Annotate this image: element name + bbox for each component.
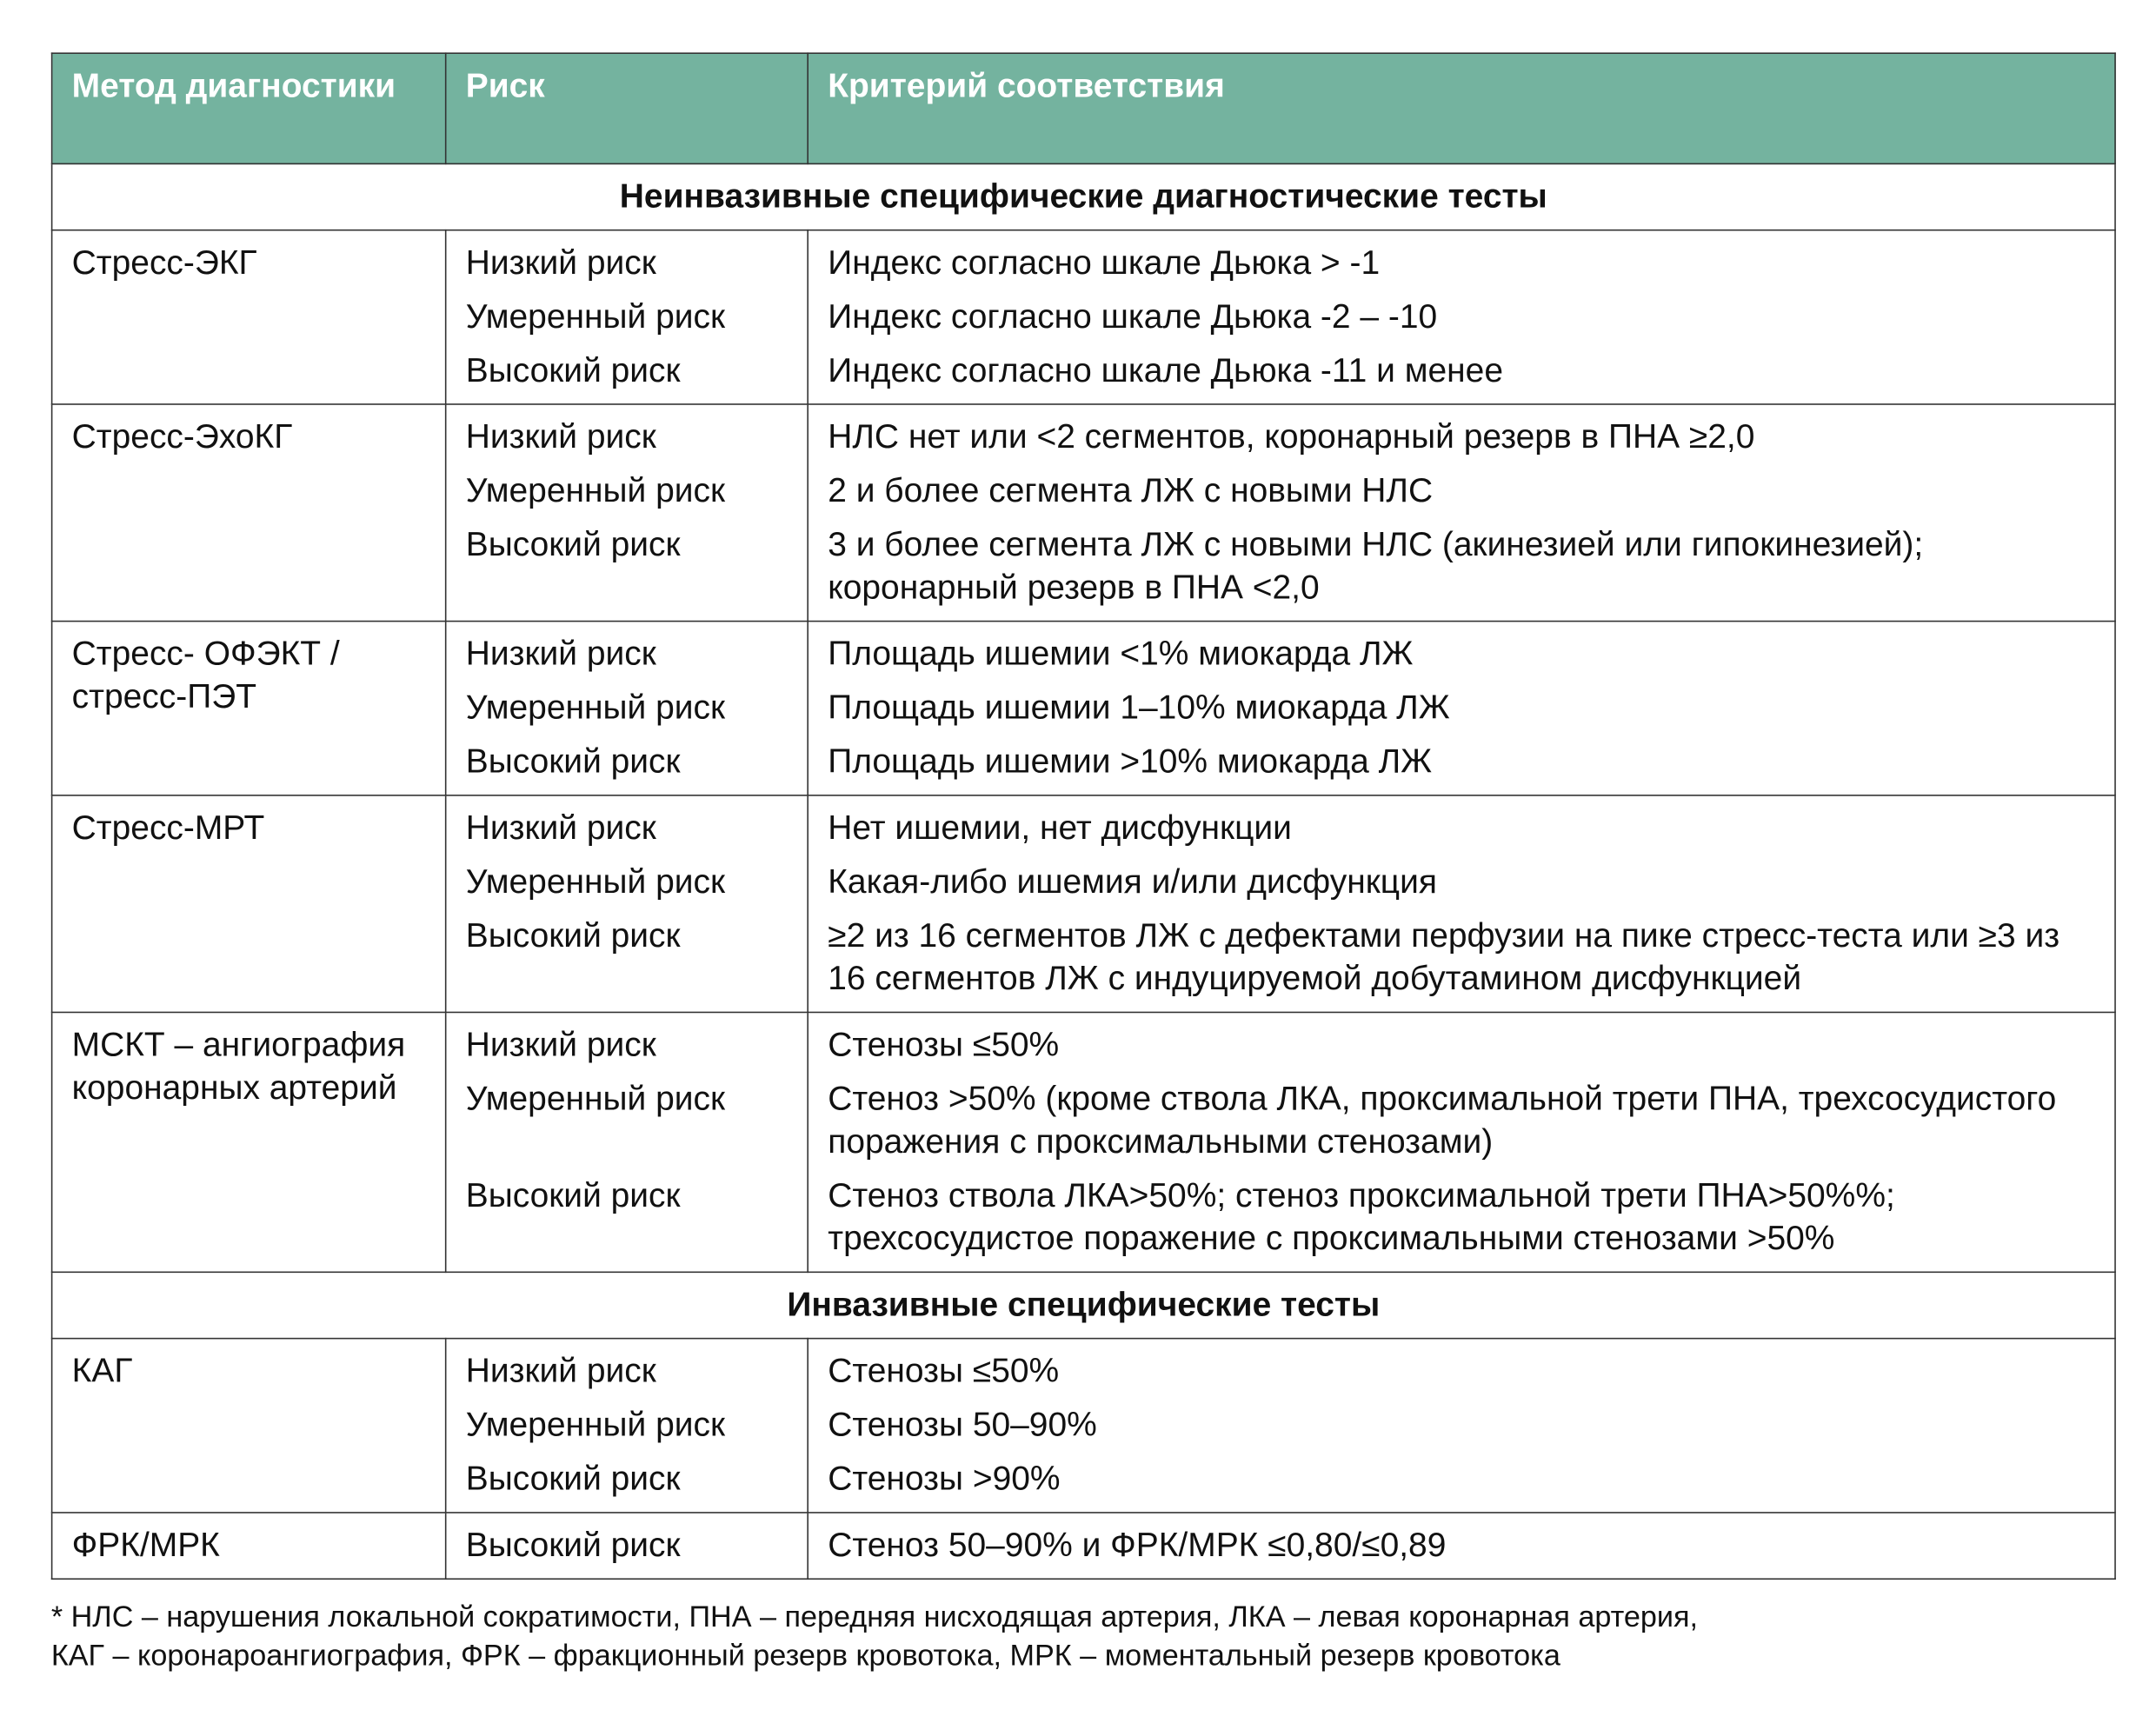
criterion-text: Площадь ишемии >10% миокарда ЛЖ bbox=[828, 743, 1433, 782]
criterion-text: НЛС нет или <2 сегментов, коронарный резерв в ПНА ≥2,0 bbox=[828, 418, 1755, 456]
criterion-cell bbox=[808, 1513, 2115, 1579]
criterion-text: Стенозы 50–90% bbox=[828, 1407, 1097, 1445]
criterion-text: 2 и более сегмента ЛЖ с новыми НЛС bbox=[828, 472, 1434, 510]
risk-level: Низкий риск bbox=[465, 809, 656, 848]
risk-level: Умеренный риск bbox=[465, 689, 726, 728]
section-header-row bbox=[52, 163, 2115, 230]
criterion-text: 3 и более сегмента ЛЖ с новыми НЛС (акинезией или гипокинезией); коронарный резерв в ПНА <2,0 bbox=[828, 526, 1924, 607]
footnote-line: * НЛС – нарушения локальной сократимости, ПНА – передняя нисходящая артерия, ЛКА – левая коронарная артерия, bbox=[50, 1600, 1699, 1634]
table-row bbox=[52, 1012, 2115, 1272]
table-row bbox=[52, 404, 2115, 622]
method-cell bbox=[52, 1339, 446, 1513]
risk-cell bbox=[446, 1339, 808, 1513]
criterion-text: Нет ишемии, нет дисфункции bbox=[828, 809, 1292, 848]
criterion-cell bbox=[808, 1339, 2115, 1513]
section-header-row bbox=[52, 1272, 2115, 1338]
criterion-cell bbox=[808, 622, 2115, 795]
risk-level: Высокий риск bbox=[465, 743, 681, 782]
criterion-text: Стеноз 50–90% и ФРК/МРК ≤0,80/≤0,89 bbox=[828, 1527, 1447, 1565]
criterion-text: Индекс согласно шкале Дьюка -2 – -10 bbox=[828, 298, 1438, 336]
criterion-text: Стенозы >90% bbox=[828, 1460, 1061, 1499]
method-name: Стресс-ЭКГ bbox=[71, 244, 257, 283]
table-row bbox=[52, 795, 2115, 1013]
criterion-cell bbox=[808, 230, 2115, 404]
table-row bbox=[52, 230, 2115, 404]
risk-cell bbox=[446, 1012, 808, 1272]
method-name: Стресс-ЭхоКГ bbox=[71, 418, 293, 456]
header-criterion: Критерий соответствия bbox=[808, 53, 2115, 163]
criterion-text: Стеноз >50% (кроме ствола ЛКА, проксимальной трети ПНА, трехсосудистого поражения с проксимальными стенозами) bbox=[828, 1081, 2057, 1161]
spacer bbox=[466, 1127, 788, 1169]
criterion-text: Стенозы ≤50% bbox=[828, 1353, 1060, 1391]
criterion-text: Индекс согласно шкале Дьюка > -1 bbox=[828, 244, 1381, 283]
risk-level: Высокий риск bbox=[465, 1460, 681, 1499]
risk-level: Высокий риск bbox=[465, 917, 681, 955]
criterion-text: Стеноз ствола ЛКА>50%; стеноз проксимальной трети ПНА>50%%; трехсосудистое поражение с проксимальными стенозами >50% bbox=[828, 1177, 1895, 1258]
risk-cell bbox=[446, 795, 808, 1013]
footnote bbox=[51, 1598, 1698, 1675]
method-cell bbox=[52, 404, 446, 622]
footnote-line: КАГ – коронароангиография, ФРК – фракционный резерв кровотока, МРК – моментальный резерв кровотока bbox=[50, 1639, 1560, 1673]
risk-level: Высокий риск bbox=[465, 526, 681, 564]
risk-level: Высокий риск bbox=[465, 1177, 681, 1215]
criterion-text: Какая-либо ишемия и/или дисфункция bbox=[828, 863, 1437, 902]
criterion-text: Индекс согласно шкале Дьюка -11 и менее bbox=[828, 352, 1503, 390]
method-name: Стресс- ОФЭКТ / стресс-ПЭТ bbox=[71, 635, 340, 716]
criterion-cell bbox=[808, 1012, 2115, 1272]
method-name: ФРК/МРК bbox=[71, 1527, 220, 1565]
risk-level: Умеренный риск bbox=[465, 298, 726, 336]
risk-level: Умеренный риск bbox=[465, 1081, 726, 1119]
method-name: МСКТ – ангиография коронарных артерий bbox=[71, 1027, 406, 1108]
criterion-text: Площадь ишемии <1% миокарда ЛЖ bbox=[828, 635, 1414, 674]
criterion-cell bbox=[808, 404, 2115, 622]
risk-cell bbox=[446, 622, 808, 795]
criterion-text: ≥2 из 16 сегментов ЛЖ с дефектами перфузии на пике стресс-теста или ≥3 из 16 сегментов ЛЖ с индуцируемой добутамином дисфункцией bbox=[828, 917, 2060, 998]
risk-level: Низкий риск bbox=[465, 635, 656, 674]
risk-cell bbox=[446, 404, 808, 622]
risk-level: Высокий риск bbox=[465, 1527, 681, 1565]
table-row bbox=[52, 1513, 2115, 1579]
risk-level: Умеренный риск bbox=[465, 472, 726, 510]
risk-level: Низкий риск bbox=[465, 1027, 656, 1065]
method-name: КАГ bbox=[71, 1353, 133, 1391]
method-cell bbox=[52, 622, 446, 795]
section-title: Неинвазивные специфические диагностические тесты bbox=[52, 163, 2115, 230]
table-header-row bbox=[52, 53, 2115, 163]
risk-criteria-table bbox=[51, 52, 2116, 1580]
risk-level: Высокий риск bbox=[465, 352, 681, 390]
risk-level: Низкий риск bbox=[465, 244, 656, 283]
criterion-text: Стенозы ≤50% bbox=[828, 1027, 1060, 1065]
risk-cell bbox=[446, 230, 808, 404]
table-row bbox=[52, 1339, 2115, 1513]
criterion-cell bbox=[808, 795, 2115, 1013]
method-cell bbox=[52, 795, 446, 1013]
method-cell bbox=[52, 1012, 446, 1272]
risk-cell bbox=[446, 1513, 808, 1579]
method-cell bbox=[52, 230, 446, 404]
criterion-text: Площадь ишемии 1–10% миокарда ЛЖ bbox=[828, 689, 1450, 728]
header-method: Метод диагностики bbox=[52, 53, 446, 163]
risk-level: Умеренный риск bbox=[465, 863, 726, 902]
risk-level: Умеренный риск bbox=[465, 1407, 726, 1445]
risk-level: Низкий риск bbox=[465, 418, 656, 456]
header-risk: Риск bbox=[446, 53, 808, 163]
method-name: Стресс-МРТ bbox=[71, 809, 265, 848]
table-row bbox=[52, 622, 2115, 795]
section-title: Инвазивные специфические тесты bbox=[52, 1272, 2115, 1338]
method-cell bbox=[52, 1513, 446, 1579]
risk-level: Низкий риск bbox=[465, 1353, 656, 1391]
